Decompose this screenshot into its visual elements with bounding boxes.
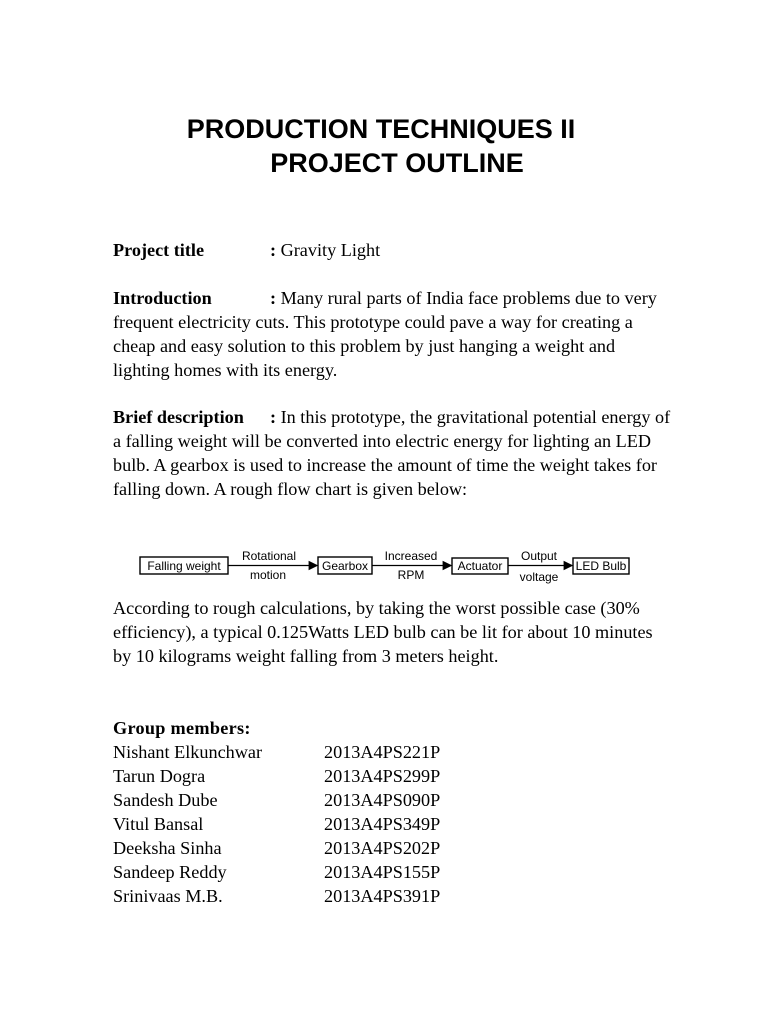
member-name: Srinivaas M.B. xyxy=(113,886,223,906)
member-id: 2013A4PS221P xyxy=(324,742,441,762)
member-name: Deeksha Sinha xyxy=(113,838,222,858)
calculation-paragraph: According to rough calculations, by taking the worst possible case (30% efficiency), a typical 0.125Watts LED bulb can be lit for about 10 minutes by 10 kilograms weight falling from 3 meters height. xyxy=(113,598,653,666)
member-id: 2013A4PS299P xyxy=(324,766,441,786)
project-title-separator: : xyxy=(270,240,277,260)
introduction-separator: : xyxy=(270,288,277,308)
introduction-text: Many rural parts of India face problems due to very frequent electricity cuts. This prototype could pave a way for creating a cheap and easy solution to this problem by just hanging a weight and lighting homes with its energy. xyxy=(113,288,657,380)
project-title-label: Project title xyxy=(113,240,205,260)
motion-label: motion xyxy=(249,568,287,582)
member-row xyxy=(113,812,440,836)
member-id: 2013A4PS155P xyxy=(324,862,441,882)
member-row xyxy=(113,884,440,908)
member-name: Sandesh Dube xyxy=(113,790,218,810)
led-bulb-label: LED Bulb xyxy=(575,559,627,573)
member-id: 2013A4PS349P xyxy=(324,814,441,834)
member-row xyxy=(113,764,440,788)
member-name: Vitul Bansal xyxy=(113,814,204,834)
group-members-list xyxy=(113,740,440,908)
page-title-line2: PROJECT OUTLINE xyxy=(270,148,524,178)
falling-weight-label: Falling weight xyxy=(147,559,221,573)
project-title-value: Gravity Light xyxy=(280,240,381,260)
output-label: Output xyxy=(520,549,558,563)
brief-description-section xyxy=(113,405,673,501)
voltage-label: voltage xyxy=(519,570,559,584)
page-title-line1: PRODUCTION TECHNIQUES II xyxy=(186,114,576,144)
member-row xyxy=(113,788,440,812)
member-id: 2013A4PS202P xyxy=(324,838,441,858)
member-name: Sandeep Reddy xyxy=(113,862,227,882)
rotational-label: Rotational xyxy=(241,549,297,563)
member-id: 2013A4PS090P xyxy=(324,790,441,810)
introduction-section xyxy=(113,286,673,382)
member-row xyxy=(113,836,440,860)
flow-chart-diagram xyxy=(135,546,635,586)
member-id: 2013A4PS391P xyxy=(324,886,441,906)
brief-description-text: In this prototype, the gravitational potential energy of a falling weight will be converted into electric energy for lighting an LED bulb. A gearbox is used to increase the amount of time the weight takes for falling down. A rough flow chart is given below: xyxy=(113,407,671,499)
introduction-label: Introduction xyxy=(113,288,212,308)
brief-description-label: Brief description xyxy=(113,407,244,427)
member-row xyxy=(113,860,440,884)
group-members-heading: Group members: xyxy=(113,718,251,738)
increased-label: Increased xyxy=(384,549,438,563)
rpm-label: RPM xyxy=(397,568,425,582)
actuator-label: Actuator xyxy=(457,559,503,573)
project-title-row xyxy=(113,238,673,262)
gearbox-label: Gearbox xyxy=(321,559,369,573)
flow-chart xyxy=(135,546,635,586)
brief-description-separator: : xyxy=(270,407,277,427)
member-name: Nishant Elkunchwar xyxy=(113,742,262,762)
member-name: Tarun Dogra xyxy=(113,766,206,786)
member-row xyxy=(113,740,440,764)
